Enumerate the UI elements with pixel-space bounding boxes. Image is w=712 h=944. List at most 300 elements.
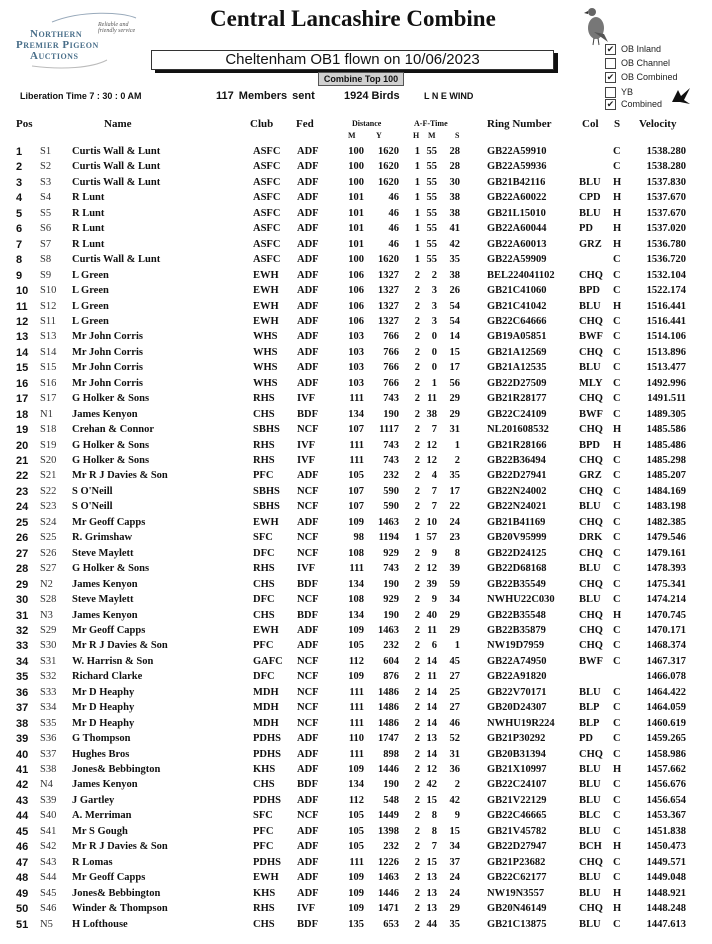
distance-miles: 101	[348, 192, 364, 204]
velocity: 1485.207	[646, 470, 686, 482]
club: RHS	[253, 439, 275, 451]
distance-yards: 1398	[378, 825, 399, 837]
velocity: 1449.048	[646, 872, 686, 884]
distance-yards: 1449	[378, 810, 399, 822]
fancier-name: Mr John Corris	[72, 331, 143, 343]
sex: H	[613, 887, 622, 899]
time-minutes: 12	[426, 455, 437, 466]
club: SFC	[253, 810, 273, 822]
sex: C	[613, 285, 621, 297]
federation: BDF	[297, 578, 318, 590]
fancier-name: Hughes Bros	[72, 748, 130, 760]
colour: CHQ	[579, 516, 603, 528]
time-minutes: 11	[427, 624, 437, 636]
fancier-name: Jones& Bebbington	[72, 764, 161, 775]
pigeon-icon	[580, 4, 612, 46]
distance-yards: 590	[383, 485, 399, 497]
time-hours: 1	[414, 238, 420, 250]
time-minutes: 13	[426, 903, 437, 915]
checkbox-ob-combined[interactable]	[605, 70, 678, 84]
distance-miles: 134	[348, 408, 364, 420]
velocity: 1485.298	[646, 455, 686, 466]
sex: C	[613, 547, 621, 559]
section-position: S34	[40, 702, 57, 714]
federation: ADF	[297, 841, 319, 853]
colour: CHQ	[579, 346, 603, 358]
fancier-name: Mr R J Davies & Son	[72, 841, 168, 853]
position: 44	[16, 810, 29, 823]
distance-yards: 766	[383, 331, 399, 343]
ring-number: GB21P23682	[487, 856, 546, 868]
time-hours: 2	[414, 794, 420, 806]
sex: H	[613, 238, 622, 250]
time-hours: 2	[414, 563, 420, 575]
distance-miles: 100	[348, 146, 364, 157]
position: 38	[16, 717, 29, 730]
time-seconds: 26	[449, 285, 460, 297]
ring-number: BEL224041102	[487, 269, 555, 281]
time-seconds: 39	[449, 563, 460, 575]
federation: NCF	[297, 485, 319, 497]
time-hours: 2	[414, 671, 420, 683]
fancier-name: Mr Geoff Capps	[72, 516, 146, 528]
table-row	[0, 486, 712, 501]
time-minutes: 4	[431, 470, 437, 482]
velocity: 1491.511	[647, 393, 686, 405]
time-hours: 2	[414, 887, 420, 899]
fancier-name: L Green	[72, 269, 109, 281]
time-minutes: 3	[431, 315, 437, 327]
time-hours: 2	[414, 779, 420, 791]
colour: BLU	[579, 686, 601, 698]
time-seconds: 8	[454, 547, 460, 559]
time-seconds: 41	[449, 223, 460, 235]
time-minutes: 57	[426, 532, 437, 544]
colour: BCH	[579, 841, 602, 853]
time-seconds: 42	[449, 794, 460, 806]
club: DFC	[253, 671, 275, 683]
time-minutes: 0	[431, 346, 437, 358]
federation: ADF	[297, 825, 319, 837]
ring-number: GB22D68168	[487, 563, 547, 575]
table-row	[0, 393, 712, 408]
table-row	[0, 254, 712, 269]
velocity: 1537.670	[646, 192, 686, 204]
federation: NCF	[297, 702, 319, 714]
fancier-name: Mr John Corris	[72, 362, 143, 374]
federation: ADF	[297, 362, 319, 374]
position: 49	[16, 887, 29, 900]
header-s: S	[455, 131, 460, 140]
club: PDHS	[253, 748, 282, 760]
sex: C	[613, 501, 621, 513]
ring-number: GB22A74950	[487, 655, 547, 667]
federation: ADF	[297, 640, 319, 652]
checkbox-yb[interactable]	[605, 87, 678, 97]
distance-yards: 190	[383, 779, 399, 791]
time-hours: 2	[414, 377, 420, 389]
colour: BLU	[579, 594, 601, 606]
colour: CHQ	[579, 640, 603, 652]
ring-number: NW19N3557	[487, 887, 545, 899]
distance-yards: 1620	[378, 161, 399, 173]
position: 11	[16, 300, 28, 313]
table-row	[0, 301, 712, 316]
time-seconds: 52	[449, 733, 460, 745]
velocity: 1470.745	[646, 609, 686, 621]
federation: ADF	[297, 176, 319, 188]
time-minutes: 9	[431, 547, 437, 559]
table-row	[0, 331, 712, 346]
fancier-name: Mr D Heaphy	[72, 702, 135, 714]
distance-miles: 111	[349, 455, 364, 466]
time-seconds: 34	[449, 841, 460, 853]
sex: H	[613, 841, 622, 853]
distance-miles: 107	[348, 485, 364, 497]
distance-miles: 109	[348, 903, 364, 915]
time-seconds: 24	[449, 872, 460, 884]
checkbox-ob-channel[interactable]	[605, 56, 678, 70]
club: RHS	[253, 903, 275, 915]
federation: ADF	[297, 733, 319, 745]
time-minutes: 14	[426, 748, 437, 760]
logo-line2: Premier Pigeon	[16, 39, 99, 51]
fancier-name: Crehan & Connor	[72, 424, 155, 436]
time-minutes: 55	[426, 146, 437, 157]
distance-yards: 604	[383, 655, 399, 667]
time-hours: 2	[414, 346, 420, 358]
velocity: 1458.986	[646, 748, 686, 760]
section-position: S17	[40, 393, 57, 405]
table-row	[0, 270, 712, 285]
ring-number: GB22D27941	[487, 470, 547, 482]
table-row	[0, 749, 712, 764]
sex: C	[613, 485, 621, 497]
time-minutes: 1	[431, 377, 437, 389]
club: KHS	[253, 764, 276, 775]
ring-number: GB21V45782	[487, 825, 547, 837]
time-hours: 2	[414, 717, 420, 729]
header-h: H	[413, 131, 420, 140]
time-minutes: 55	[426, 192, 437, 204]
fancier-name: L Green	[72, 300, 109, 312]
distance-yards: 766	[383, 377, 399, 389]
checkbox-box[interactable]: ✔	[606, 43, 615, 54]
time-seconds: 24	[449, 887, 460, 899]
time-seconds: 28	[449, 146, 460, 157]
table-row	[0, 903, 712, 918]
time-seconds: 28	[449, 161, 460, 173]
distance-miles: 112	[348, 655, 364, 667]
time-hours: 2	[414, 455, 420, 466]
club: CHS	[253, 609, 275, 621]
distance-yards: 232	[383, 640, 399, 652]
time-hours: 1	[414, 254, 420, 266]
ring-number: GB21P30292	[487, 733, 546, 745]
time-minutes: 15	[426, 794, 437, 806]
velocity: 1516.441	[646, 300, 686, 312]
time-minutes: 7	[431, 501, 437, 513]
table-row	[0, 470, 712, 485]
time-hours: 2	[414, 810, 420, 822]
club: WHS	[253, 331, 278, 343]
colour: BLU	[579, 779, 601, 791]
ring-number: GB21A12569	[487, 346, 547, 358]
time-hours: 2	[414, 362, 420, 374]
sex: C	[613, 362, 621, 374]
table-row	[0, 532, 712, 547]
ring-number: GB21C13875	[487, 918, 547, 930]
fancier-name: J Gartley	[72, 794, 115, 806]
fancier-name: R Lunt	[72, 238, 105, 250]
section-position: N2	[40, 578, 53, 590]
federation: NCF	[297, 686, 319, 698]
sex: C	[613, 686, 621, 698]
ring-number: GB22D27947	[487, 841, 547, 853]
time-seconds: 31	[449, 748, 460, 760]
section-position: S42	[40, 841, 57, 853]
colour: GRZ	[579, 470, 602, 482]
checkbox-box[interactable]: ✔	[606, 98, 615, 109]
club: CHS	[253, 918, 275, 930]
velocity: 1536.720	[646, 254, 686, 266]
time-minutes: 0	[431, 331, 437, 343]
distance-miles: 106	[348, 285, 364, 297]
table-row	[0, 779, 712, 794]
distance-miles: 105	[348, 640, 364, 652]
time-seconds: 1	[454, 439, 460, 451]
time-hours: 1	[414, 207, 420, 219]
sex: C	[613, 331, 621, 343]
club: MDH	[253, 686, 279, 698]
distance-miles: 103	[348, 331, 364, 343]
federation: IVF	[297, 393, 316, 405]
ring-number: GB22A60022	[487, 192, 547, 204]
federation: ADF	[297, 887, 319, 899]
distance-miles: 103	[348, 346, 364, 358]
time-seconds: 54	[449, 300, 460, 312]
table-row	[0, 517, 712, 532]
section-position: S5	[40, 207, 52, 219]
checkbox-combined[interactable]	[605, 97, 678, 111]
time-minutes: 55	[426, 176, 437, 188]
checkbox-box[interactable]	[605, 87, 616, 98]
time-seconds: 14	[449, 331, 460, 343]
ring-number: NWHU22C030	[487, 594, 555, 606]
header-pos: Pos	[16, 118, 33, 130]
time-seconds: 45	[449, 655, 460, 667]
colour: BPD	[579, 285, 600, 297]
colour: BLU	[579, 764, 601, 775]
colour: BLC	[579, 810, 601, 822]
position: 5	[16, 207, 23, 220]
federation: BDF	[297, 609, 318, 621]
sex: C	[613, 779, 621, 791]
time-hours: 2	[414, 856, 420, 868]
colour: CHQ	[579, 903, 603, 915]
distance-miles: 108	[348, 594, 364, 606]
ring-number: GB21L15010	[487, 207, 546, 219]
checkbox-ob-inland[interactable]	[605, 42, 678, 56]
ring-number: NL201608532	[487, 424, 549, 436]
distance-yards: 46	[388, 238, 399, 250]
section-position: N1	[40, 408, 53, 420]
federation: ADF	[297, 764, 319, 775]
table-row	[0, 579, 712, 594]
section-position: S21	[40, 470, 57, 482]
fancier-name: Mr R J Davies & Son	[72, 640, 168, 652]
position: 39	[16, 733, 29, 746]
table-row	[0, 702, 712, 717]
distance-miles: 105	[348, 825, 364, 837]
time-minutes: 12	[426, 764, 437, 775]
section-position: S19	[40, 439, 57, 451]
time-hours: 2	[414, 485, 420, 497]
distance-yards: 1463	[378, 516, 399, 528]
position: 48	[16, 872, 29, 885]
position: 43	[16, 794, 29, 807]
time-minutes: 55	[426, 207, 437, 219]
ring-number: GB21R28166	[487, 439, 547, 451]
section-position: S31	[40, 655, 57, 667]
section-position: S10	[40, 285, 57, 297]
position: 13	[16, 331, 29, 344]
colour: CHQ	[579, 547, 603, 559]
colour: CHQ	[579, 624, 603, 636]
federation: ADF	[297, 146, 319, 157]
time-hours: 2	[414, 918, 420, 930]
colour: CHQ	[579, 609, 603, 621]
table-row	[0, 347, 712, 362]
time-minutes: 14	[426, 686, 437, 698]
club: ASFC	[253, 207, 281, 219]
distance-miles: 112	[348, 794, 364, 806]
federation: ADF	[297, 346, 319, 358]
distance-miles: 109	[348, 887, 364, 899]
position: 10	[16, 285, 29, 298]
federation: NCF	[297, 424, 319, 436]
section-position: S20	[40, 455, 57, 466]
club: EWH	[253, 624, 279, 636]
fancier-name: L Green	[72, 285, 109, 297]
club: PFC	[253, 841, 274, 853]
ring-number: GB22N24021	[487, 501, 547, 513]
fancier-name: S O'Neill	[72, 501, 113, 513]
colour: BLU	[579, 872, 601, 884]
ring-number: GB22N24002	[487, 485, 547, 497]
club: ASFC	[253, 176, 281, 188]
ring-number: GB22C24107	[487, 779, 547, 791]
time-seconds: 2	[454, 455, 460, 466]
sex: H	[613, 300, 622, 312]
distance-miles: 111	[349, 439, 364, 451]
federation: ADF	[297, 269, 319, 281]
velocity: 1514.106	[646, 331, 686, 343]
fancier-name: Steve Maylett	[72, 547, 134, 559]
distance-yards: 743	[383, 393, 399, 405]
velocity: 1466.078	[646, 671, 686, 683]
sex: C	[613, 408, 621, 420]
header-col: Col	[582, 118, 599, 130]
club: PFC	[253, 825, 274, 837]
distance-yards: 743	[383, 439, 399, 451]
position: 15	[16, 362, 29, 375]
time-hours: 2	[414, 872, 420, 884]
distance-yards: 548	[383, 794, 399, 806]
distance-miles: 111	[349, 563, 364, 575]
header-ring: Ring Number	[487, 118, 552, 130]
header-velocity: Velocity	[639, 118, 677, 130]
time-seconds: 2	[454, 779, 460, 791]
sex: C	[613, 470, 621, 482]
section-position: S40	[40, 810, 57, 822]
checkbox-box[interactable]: ✔	[606, 71, 615, 82]
club: ASFC	[253, 161, 281, 173]
federation: ADF	[297, 794, 319, 806]
section-position: S8	[40, 254, 52, 266]
time-hours: 2	[414, 578, 420, 590]
time-hours: 1	[414, 532, 420, 544]
club: EWH	[253, 872, 279, 884]
section-position: S41	[40, 825, 57, 837]
header-distance: Distance	[352, 119, 382, 128]
table-row	[0, 161, 712, 176]
time-minutes: 39	[426, 578, 437, 590]
logo-line1: Northern	[30, 28, 83, 40]
fancier-name: Curtis Wall & Lunt	[72, 161, 161, 173]
time-minutes: 13	[426, 733, 437, 745]
club: RHS	[253, 393, 275, 405]
section-position: S14	[40, 346, 57, 358]
sex: H	[613, 609, 622, 621]
distance-yards: 1327	[378, 285, 399, 297]
club: DFC	[253, 547, 275, 559]
sex: C	[613, 393, 621, 405]
time-minutes: 7	[431, 424, 437, 436]
distance-miles: 134	[348, 609, 364, 621]
distance-miles: 111	[349, 717, 364, 729]
wind-info: L N E WIND	[424, 91, 474, 101]
club: CHS	[253, 578, 275, 590]
distance-miles: 100	[348, 161, 364, 173]
time-minutes: 44	[426, 918, 437, 930]
checkbox-box[interactable]	[605, 58, 616, 69]
time-minutes: 0	[431, 362, 437, 374]
table-row	[0, 687, 712, 702]
distance-yards: 232	[383, 470, 399, 482]
time-minutes: 10	[426, 516, 437, 528]
fancier-name: Mr S Gough	[72, 825, 128, 837]
sex: C	[613, 516, 621, 528]
colour: BLU	[579, 794, 601, 806]
velocity: 1484.169	[646, 485, 686, 497]
federation: NCF	[297, 547, 319, 559]
table-row	[0, 316, 712, 331]
club: SBHS	[253, 424, 280, 436]
federation: NCF	[297, 594, 319, 606]
colour: BLU	[579, 825, 601, 837]
distance-miles: 106	[348, 269, 364, 281]
sex: C	[613, 315, 621, 327]
time-minutes: 55	[426, 161, 437, 173]
checkbox-label: OB Channel	[621, 58, 671, 68]
sex: C	[613, 794, 621, 806]
distance-yards: 1194	[378, 532, 399, 544]
distance-yards: 1620	[378, 176, 399, 188]
sex: C	[613, 872, 621, 884]
sex: C	[613, 578, 621, 590]
header-af-time: A-F-Time	[414, 119, 448, 128]
